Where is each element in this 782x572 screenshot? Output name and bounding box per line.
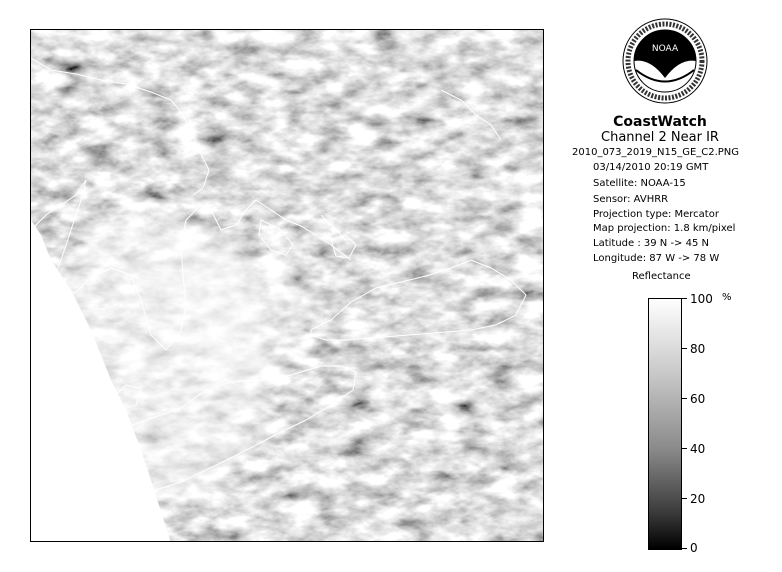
latitude-text: Latitude : 39 N -> 45 N	[593, 238, 709, 249]
tick-label: 80	[690, 342, 706, 356]
legend-unit: %	[722, 292, 732, 303]
channel-title: Channel 2 Near IR	[601, 130, 719, 145]
tick-label: 100	[690, 292, 713, 306]
sensor-text: Sensor: AVHRR	[593, 194, 669, 205]
noaa-logo	[622, 18, 708, 104]
map-projection-text: Map projection: 1.8 km/pixel	[593, 223, 736, 234]
tick-label: 40	[690, 442, 706, 456]
tick-mark	[682, 398, 687, 399]
tick-mark	[682, 298, 687, 299]
datetime-text: 03/14/2010 20:19 GMT	[593, 162, 709, 173]
satellite-image	[30, 29, 544, 542]
tick-label: 60	[690, 392, 706, 406]
map-canvas	[31, 30, 544, 542]
tick-label: 0	[690, 541, 698, 555]
logo-text: NOAA	[651, 44, 679, 54]
projection-type-text: Projection type: Mercator	[593, 209, 719, 220]
tick-mark	[682, 348, 687, 349]
tick-mark	[682, 498, 687, 499]
legend-title: Reflectance	[632, 271, 691, 282]
bright-cloud-field-2	[141, 240, 321, 380]
longitude-text: Longitude: 87 W -> 78 W	[593, 253, 720, 264]
tick-mark	[682, 448, 687, 449]
tick-mark	[682, 548, 687, 549]
satellite-text: Satellite: NOAA-15	[593, 178, 686, 189]
info-panel	[560, 0, 782, 572]
tick-label: 20	[690, 492, 706, 506]
reflectance-scale-bar	[648, 298, 682, 550]
app-title: CoastWatch	[613, 114, 707, 130]
filename-text: 2010_073_2019_N15_GE_C2.PNG	[572, 147, 740, 158]
